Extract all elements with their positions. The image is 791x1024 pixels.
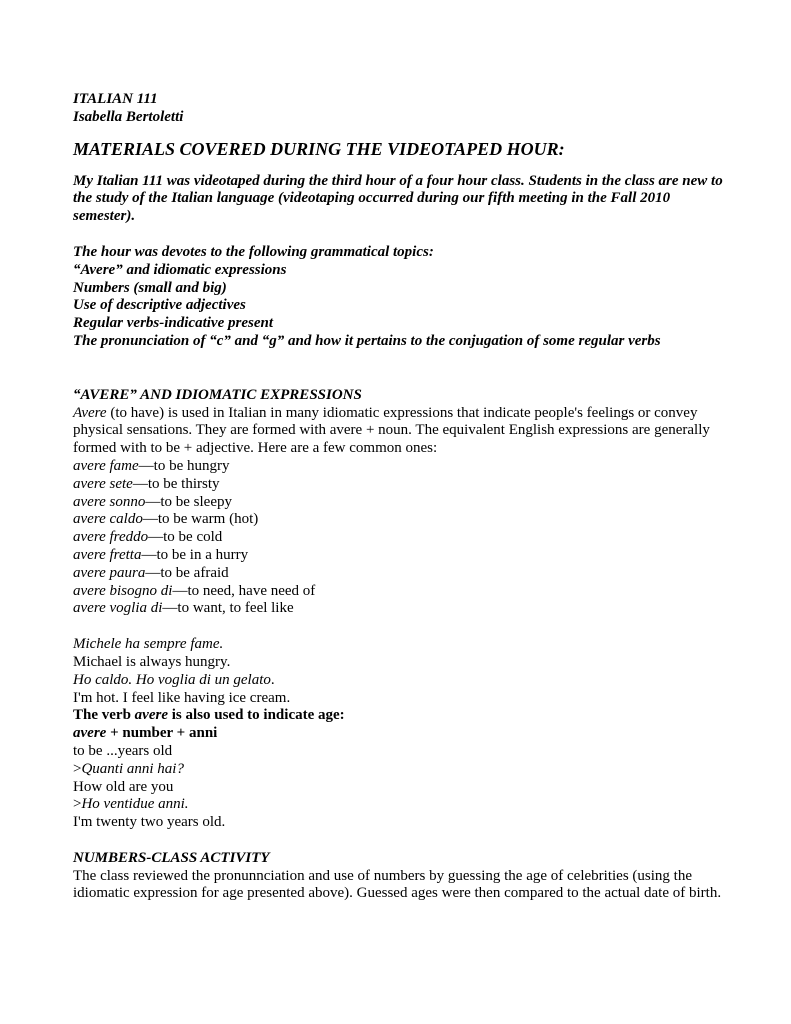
- expression-english: —to be hungry: [138, 457, 230, 474]
- topics-heading: The hour was devotes to the following grammatical topics:: [73, 243, 434, 260]
- topic-item: Numbers (small and big): [73, 279, 227, 296]
- example-italian: Michele ha sempre fame.: [73, 636, 224, 653]
- quote-marker: >: [73, 796, 82, 813]
- page-title: MATERIALS COVERED DURING THE VIDEOTAPED HOUR:: [73, 138, 565, 159]
- numbers-section-heading: NUMBERS-CLASS ACTIVITY: [73, 849, 270, 866]
- author-name: Isabella Bertoletti: [73, 108, 184, 125]
- expression-english: —to be sleepy: [145, 493, 232, 510]
- expression-english: —to be in a hurry: [141, 546, 249, 563]
- expression-italian: avere freddo: [73, 529, 149, 546]
- topic-item: The pronunciation of “c” and “g” and how it pertains to the conjugation of some regular verbs: [73, 332, 661, 349]
- expression-item: [73, 476, 723, 494]
- expression-italian: avere sete: [73, 475, 133, 492]
- example-english: I'm hot. I feel like having ice cream.: [73, 689, 291, 706]
- expression-item: [73, 600, 723, 618]
- expression-list: [73, 458, 723, 618]
- age-question-english: How old are you: [73, 778, 174, 795]
- age-answer-italian: Ho ventidue anni.: [81, 796, 189, 813]
- age-rule-text: is also used to indicate age:: [167, 707, 345, 724]
- expression-item: [73, 494, 723, 512]
- topic-item: Use of descriptive adjectives: [73, 297, 246, 314]
- age-rule: [73, 707, 723, 725]
- expression-item: [73, 583, 723, 601]
- example-english: Michael is always hungry.: [73, 653, 231, 670]
- quote-marker: >: [73, 760, 82, 777]
- age-formula-meaning: to be ...years old: [73, 742, 173, 759]
- age-formula-verb: avere: [73, 725, 107, 742]
- avere-intro-paragraph: [73, 405, 723, 458]
- intro-paragraph: My Italian 111 was videotaped during the third hour of a four hour class. Students in the class are new to the study of the Italian language (videotaping occurred during our fifth meeting in the Fall 2010 semester).: [73, 172, 723, 225]
- age-formula: [73, 725, 723, 743]
- topic-item: “Avere” and idiomatic expressions: [73, 261, 287, 278]
- expression-item: [73, 511, 723, 529]
- example-italian: Ho caldo. Ho voglia di un gelato: [73, 671, 271, 688]
- age-question-italian: Quanti anni hai?: [81, 760, 184, 777]
- topic-item: Regular verbs-indicative present: [73, 315, 273, 332]
- age-rule-verb: avere: [134, 707, 168, 724]
- expression-english: —to be warm (hot): [142, 511, 259, 528]
- document-content: [73, 91, 723, 903]
- expression-italian: avere fame: [73, 457, 139, 474]
- expression-item: [73, 458, 723, 476]
- expression-italian: avere sonno: [73, 493, 146, 510]
- expression-english: —to want, to feel like: [162, 600, 294, 617]
- expression-italian: avere caldo: [73, 511, 143, 528]
- expression-italian: avere voglia di: [73, 600, 163, 617]
- expression-english: —to need, have need of: [172, 582, 316, 599]
- expression-item: [73, 529, 723, 547]
- age-rule-text: The verb: [73, 707, 135, 724]
- example-period: .: [270, 671, 275, 688]
- expression-english: —to be cold: [148, 529, 223, 546]
- age-answer-english: I'm twenty two years old.: [73, 814, 226, 831]
- expression-item: [73, 547, 723, 565]
- avere-lead-text: (to have) is used in Italian in many idiomatic expressions that indicate people's feelings or convey physical sensations. They are formed with avere + noun. The equivalent English expressions are generally formed with to be + adjective. Here are a few common ones:: [73, 404, 710, 457]
- expression-english: —to be afraid: [145, 564, 229, 581]
- avere-section-heading: “AVERE” AND IDIOMATIC EXPRESSIONS: [73, 386, 362, 403]
- expression-italian: avere paura: [73, 564, 146, 581]
- avere-lead-word: Avere: [73, 404, 107, 421]
- age-formula-text: + number + anni: [106, 725, 218, 742]
- age-answer: [73, 796, 723, 814]
- age-question: [73, 761, 723, 779]
- expression-italian: avere fretta: [73, 546, 142, 563]
- expression-english: —to be thirsty: [132, 475, 220, 492]
- example-italian-line: [73, 672, 723, 690]
- numbers-paragraph: The class reviewed the pronunnciation and use of numbers by guessing the age of celebrities (using the idiomatic expression for age presented above). Guessed ages were then compared to the actual date of birth.: [73, 867, 722, 902]
- course-code: ITALIAN 111: [73, 91, 158, 107]
- expression-item: [73, 565, 723, 583]
- expression-italian: avere bisogno di: [73, 582, 173, 599]
